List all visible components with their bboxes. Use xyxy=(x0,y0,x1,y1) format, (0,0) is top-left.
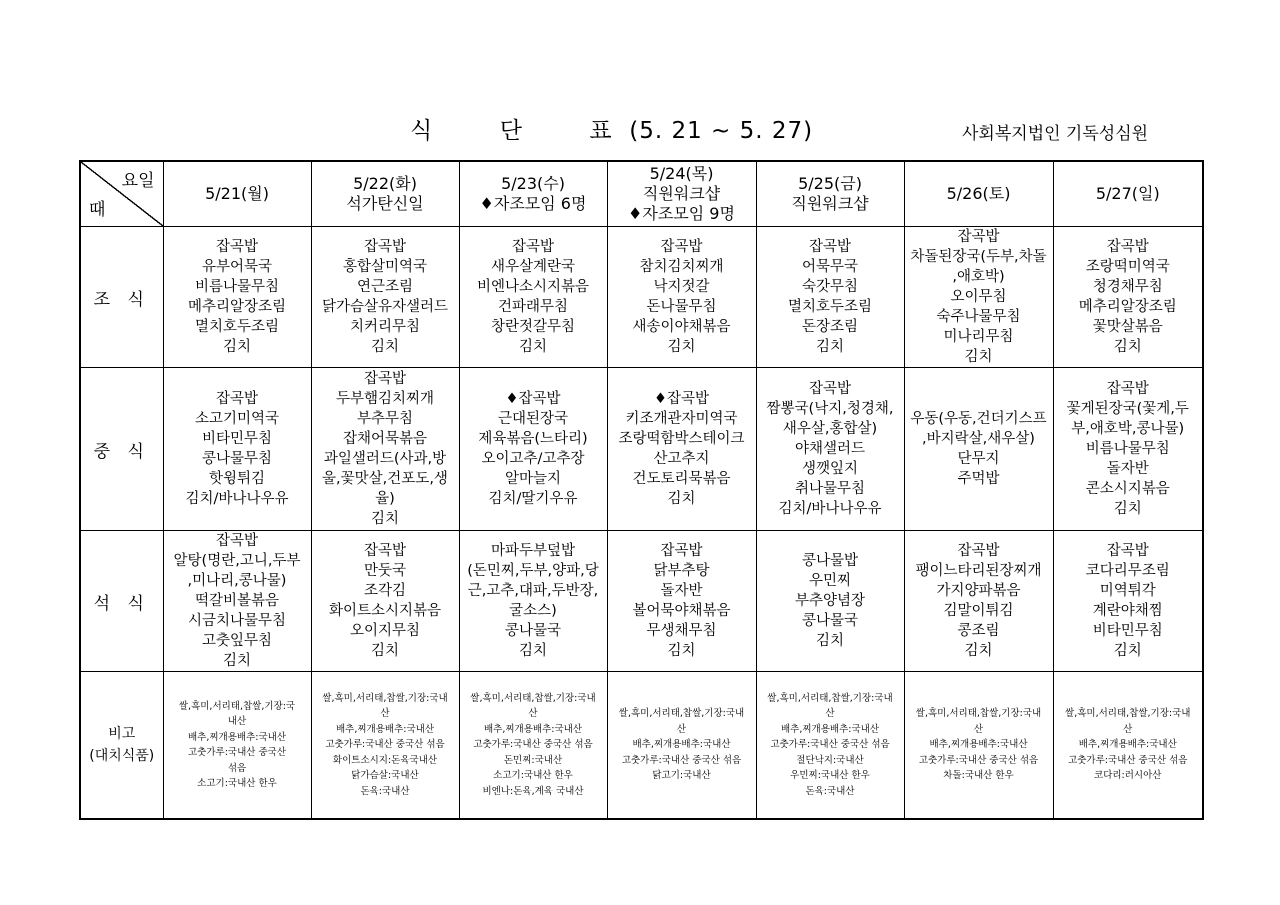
menu-cell xyxy=(1053,227,1203,368)
cell-line: 콩나물무침 xyxy=(201,451,273,467)
cell-line: 김치 xyxy=(667,339,696,355)
menu-cell xyxy=(459,368,607,531)
cell-line: 잡곡밥 xyxy=(363,371,407,387)
cell-line: 청경채무침 xyxy=(1092,279,1163,295)
cell-line: 울,꽃맛살,건포도,생 xyxy=(322,471,448,487)
cell-line: 5/26(토) xyxy=(946,184,1011,203)
cell-line: 절단낙지:국내산 xyxy=(796,754,864,766)
meal-label-breakfast: 조 식 xyxy=(80,227,163,368)
cell-line: 비엔나소시지볶음 xyxy=(476,279,590,295)
menu-cell xyxy=(163,531,311,672)
cell-line: 팽이느타리된장찌개 xyxy=(915,563,1042,579)
cell-line: 굴소스) xyxy=(509,603,557,619)
origin-note-cell xyxy=(607,672,756,820)
menu-cell xyxy=(904,368,1053,531)
cell-line: 김치 xyxy=(1113,501,1142,517)
day-header xyxy=(904,161,1053,227)
menu-cell xyxy=(311,227,459,368)
cell-line: 잡곡밥 xyxy=(215,391,259,407)
cell-line: (돈민찌,두부,양파,당 xyxy=(467,563,599,579)
cell-line: 비름나물무침 xyxy=(1085,441,1170,457)
corner-meal-label: 때 xyxy=(89,200,106,220)
cell-line: 닭부추탕 xyxy=(653,563,710,579)
cell-line: 산 xyxy=(1123,723,1133,735)
cell-line: 5/21(월) xyxy=(205,184,269,203)
cell-line: 비름나물무침 xyxy=(194,279,280,295)
cell-line: 돈장조림 xyxy=(801,319,859,335)
cell-line: 돌자반 xyxy=(1106,461,1149,477)
cell-line: 건파래무침 xyxy=(497,299,569,315)
cell-line: 쌀,흑미,서리태,찹쌀,기장:국내 xyxy=(470,692,596,704)
cell-line: 내산 xyxy=(227,716,247,727)
menu-cell xyxy=(163,227,311,368)
cell-line: 배추,찌개용배추:국내산 xyxy=(1078,739,1177,751)
cell-line: 만둣국 xyxy=(363,563,407,579)
cell-line: 오이무침 xyxy=(950,289,1007,305)
cell-line: 콩조림 xyxy=(957,623,1000,639)
cell-line: 김치/바나나우유 xyxy=(778,501,882,517)
cell-line: 쌀,흑미,서리태,찹쌀,기장:국내 xyxy=(322,692,448,704)
cell-line: 과일샐러드(사과,방 xyxy=(323,451,447,467)
cell-line: 잡곡밥 xyxy=(808,381,852,397)
cell-line: 쌀,흑미,서리태,찹쌀,기장:국내 xyxy=(767,692,893,704)
cell-line: 돈육:국내산 xyxy=(360,785,410,797)
day-header xyxy=(607,161,756,227)
cell-line: 김치 xyxy=(222,339,251,355)
cell-line: 김치/딸기우유 xyxy=(488,491,578,507)
menu-cell xyxy=(756,531,904,672)
cell-line: 차돌:국내산 한우 xyxy=(943,770,1014,782)
menu-cell xyxy=(459,227,607,368)
cell-line: 계란야채찜 xyxy=(1092,603,1163,619)
cell-line: 산 xyxy=(973,723,984,735)
cell-line: 부추양념장 xyxy=(794,593,866,609)
cell-line: 잡곡밥 xyxy=(215,533,259,549)
cell-line: 김치 xyxy=(964,349,993,365)
menu-cell xyxy=(756,368,904,531)
cell-line: 가지양파볶음 xyxy=(936,583,1021,599)
cell-line: 부추무침 xyxy=(356,411,414,427)
cell-line: 직원워크샵 xyxy=(791,194,869,213)
cell-line: 고춧가루:국내산 중국산 xyxy=(188,747,286,758)
cell-line: 주먹밥 xyxy=(957,471,1000,487)
cell-line: 김치 xyxy=(815,339,844,355)
cell-line: 숙갓무침 xyxy=(801,279,859,295)
cell-line: 잡곡밥 xyxy=(1106,543,1149,559)
cell-line: 산 xyxy=(528,708,538,720)
cell-line: 부,애호박,콩나물) xyxy=(1071,421,1185,437)
meal-label-notes xyxy=(80,672,163,820)
cell-line: ,애호박) xyxy=(952,269,1005,285)
cell-line: 배추,찌개용배추:국내산 xyxy=(632,739,731,751)
cell-line: 배추,찌개용배추:국내산 xyxy=(336,723,434,735)
cell-line: 우민찌:국내산 한우 xyxy=(790,770,870,782)
menu-cell xyxy=(1053,368,1203,531)
cell-line: 콩나물밥 xyxy=(801,553,859,569)
cell-line: 참치김치찌개 xyxy=(639,259,724,275)
cell-line: 김치 xyxy=(1113,339,1142,355)
menu-cell xyxy=(311,531,459,672)
cell-line: 무생채무침 xyxy=(646,623,717,639)
menu-cell xyxy=(459,531,607,672)
cell-line: 새우살,홍합살) xyxy=(782,421,878,437)
cell-line: 5/23(수) xyxy=(501,174,565,193)
dinner-row xyxy=(80,531,1203,672)
day-header xyxy=(163,161,311,227)
cell-line: 고춧가루:국내산 중국산 섞음 xyxy=(918,754,1039,766)
cell-line: 콘소시지볶음 xyxy=(1085,481,1170,497)
cell-line: 소고기:국내산 한우 xyxy=(197,778,277,789)
cell-line: 산 xyxy=(825,708,835,720)
cell-line: 떡갈비볼볶음 xyxy=(194,593,280,609)
cell-line: 콩나물국 xyxy=(801,613,859,629)
meal-label-lunch: 중 식 xyxy=(80,368,163,531)
cell-line: 배추,찌개용배추:국내산 xyxy=(781,723,879,735)
cell-line: 창란젓갈무침 xyxy=(490,319,576,335)
cell-line: 잡곡밥 xyxy=(660,543,703,559)
menu-cell xyxy=(1053,531,1203,672)
cell-line: 고춧가루:국내산 중국산 섞음 xyxy=(621,754,742,766)
cell-line: 어묵무국 xyxy=(801,259,859,275)
cell-line: 연근조림 xyxy=(356,279,414,295)
cell-line: 화이트소시지:돈육국내산 xyxy=(332,754,438,766)
cell-line: 짬뽕국(낙지,청경채, xyxy=(766,401,894,417)
cell-line: 쌀,흑미,서리태,찹쌀,기장:국내 xyxy=(618,708,745,720)
cell-line: 김치 xyxy=(370,643,399,659)
cell-line: 볼어묵야채볶음 xyxy=(632,603,731,619)
cell-line: 소고기:국내산 한우 xyxy=(493,770,573,782)
cell-line: 시금치나물무침 xyxy=(187,613,287,629)
cell-line: 산 xyxy=(380,708,390,720)
cell-line: 잡곡밥 xyxy=(511,239,555,255)
cell-line: 김치/바나나우유 xyxy=(185,491,289,507)
lunch-row xyxy=(80,368,1203,531)
cell-line: 마파두부덮밥 xyxy=(490,543,576,559)
cell-line: 쌀,흑미,서리태,찹쌀,기장:국내 xyxy=(915,708,1042,720)
cell-line: 꽃게된장국(꽃게,두 xyxy=(1066,401,1189,417)
cell-line: 우동(우동,건더기스프 xyxy=(910,411,1047,427)
cell-line: 취나물무침 xyxy=(794,481,866,497)
cell-line: 5/22(화) xyxy=(353,174,417,193)
cell-line: 잡곡밥 xyxy=(363,239,407,255)
origin-note-cell xyxy=(459,672,607,820)
cell-line: 메추리알장조림 xyxy=(187,299,287,315)
cell-line: 미나리무침 xyxy=(943,329,1014,345)
cell-line: 새우살계란국 xyxy=(490,259,576,275)
cell-line: (대치식품) xyxy=(89,748,155,764)
menu-cell xyxy=(904,227,1053,368)
cell-line: 알탕(명란,고니,두부 xyxy=(173,553,301,569)
page-title: 식 단 표 (5. 21 ~ 5. 27) xyxy=(410,118,814,144)
cell-line: 치커리무침 xyxy=(349,319,421,335)
cell-line: 단무지 xyxy=(957,451,1000,467)
cell-line: 잡곡밥 xyxy=(957,229,1000,245)
day-header xyxy=(311,161,459,227)
cell-line: 조랑떡미역국 xyxy=(1085,259,1170,275)
cell-line: 김치 xyxy=(370,511,399,527)
cell-line: 고춧가루:국내산 중국산 섞음 xyxy=(1068,754,1188,766)
cell-line: ,미나리,콩나물) xyxy=(187,573,287,589)
cell-line: 오이고추/고추장 xyxy=(481,451,585,467)
cell-line: 소고기미역국 xyxy=(194,411,280,427)
corner-cell xyxy=(80,161,163,227)
cell-line: 김치 xyxy=(518,339,547,355)
breakfast-row xyxy=(80,227,1203,368)
cell-line: 야채샐러드 xyxy=(794,441,866,457)
cell-line: 석가탄신일 xyxy=(346,194,424,213)
menu-cell xyxy=(607,368,756,531)
menu-cell xyxy=(904,531,1053,672)
cell-line: 잡곡밥 xyxy=(1106,239,1149,255)
cell-line: 배추,찌개용배추:국내산 xyxy=(484,723,582,735)
cell-line: 닭가슴살:국내산 xyxy=(351,770,419,782)
cell-line: 차돌된장국(두부,차돌 xyxy=(910,249,1047,265)
cell-line: 조랑떡함박스테이크 xyxy=(618,431,745,447)
origin-note-cell xyxy=(311,672,459,820)
cell-line: 돈나물무침 xyxy=(646,299,717,315)
origin-note-cell xyxy=(904,672,1053,820)
cell-line: 김치 xyxy=(964,643,993,659)
menu-cell xyxy=(163,368,311,531)
menu-cell xyxy=(607,531,756,672)
cell-line: 코다리무조림 xyxy=(1085,563,1170,579)
cell-line: 미역튀각 xyxy=(1099,583,1156,599)
cell-line: ,바지락살,새우살) xyxy=(922,431,1035,447)
cell-line: 비타민무침 xyxy=(1092,623,1163,639)
cell-line: 김치 xyxy=(667,491,696,507)
cell-line: 조각김 xyxy=(363,583,407,599)
origin-note-cell xyxy=(1053,672,1203,820)
cell-line: 키조개관자미역국 xyxy=(625,411,738,427)
cell-line: 건도토리묵볶음 xyxy=(632,471,731,487)
menu-cell xyxy=(756,227,904,368)
cell-line: 김치 xyxy=(815,633,844,649)
notes-row xyxy=(80,672,1203,820)
origin-note-cell xyxy=(163,672,311,820)
cell-line: 알마늘지 xyxy=(504,471,562,487)
cell-line: 고춧가루:국내산 중국산 섞음 xyxy=(473,739,593,751)
cell-line: 쌀,흑미,서리태,찹쌀,기장:국 xyxy=(178,700,296,712)
cell-line: 핫윙튀김 xyxy=(208,471,266,487)
cell-line: 새송이야채볶음 xyxy=(632,319,731,335)
cell-line: 율) xyxy=(375,491,395,507)
header-row xyxy=(80,161,1203,227)
cell-line: 돈육:국내산 xyxy=(805,785,855,797)
cell-line: 김치 xyxy=(518,643,547,659)
day-header xyxy=(459,161,607,227)
cell-line: 유부어묵국 xyxy=(201,259,273,275)
cell-line: 김치 xyxy=(222,653,251,669)
menu-cell xyxy=(311,368,459,531)
cell-line: ♦잡곡밥 xyxy=(653,391,710,407)
cell-line: 제육볶음(느타리) xyxy=(478,431,588,447)
cell-line: 숙주나물무침 xyxy=(936,309,1021,325)
cell-line: 오이지무침 xyxy=(349,623,421,639)
origin-note-cell xyxy=(756,672,904,820)
cell-line: 산 xyxy=(676,723,687,735)
cell-line: 잡곡밥 xyxy=(957,543,1000,559)
cell-line: 잡곡밥 xyxy=(1106,381,1149,397)
cell-line: 홍합살미역국 xyxy=(342,259,428,275)
cell-line: 5/27(일) xyxy=(1095,184,1160,203)
cell-line: 김말이튀김 xyxy=(943,603,1014,619)
cell-line: 근,고추,대파,두반장, xyxy=(467,583,599,599)
cell-line: 김치 xyxy=(667,643,696,659)
cell-line: 잡채어묵볶음 xyxy=(342,431,428,447)
cell-line: 고춧잎무침 xyxy=(201,633,273,649)
cell-line: 두부햄김치찌개 xyxy=(335,391,435,407)
cell-line: ♦자조모임 9명 xyxy=(628,204,735,223)
cell-line: 돈민찌:국내산 xyxy=(503,754,563,766)
day-header xyxy=(756,161,904,227)
cell-line: 쌀,흑미,서리태,찹쌀,기장:국내 xyxy=(1065,708,1191,720)
cell-line: 콩나물국 xyxy=(504,623,562,639)
corner-day-label: 요일 xyxy=(121,171,155,191)
cell-line: 섞음 xyxy=(227,762,247,774)
cell-line: 비고 xyxy=(108,726,136,742)
cell-line: 잡곡밥 xyxy=(660,239,703,255)
cell-line: 생깻잎지 xyxy=(801,461,859,477)
menu-cell xyxy=(607,227,756,368)
cell-line: 5/25(금) xyxy=(798,174,862,193)
cell-line: 닭고기:국내산 xyxy=(652,770,711,782)
cell-line: 화이트소시지볶음 xyxy=(328,603,442,619)
meal-label-dinner: 석 식 xyxy=(80,531,163,672)
cell-line: 낙지젓갈 xyxy=(653,279,710,295)
cell-line: 산고추지 xyxy=(653,451,710,467)
cell-line: 직원워크샵 xyxy=(642,184,721,203)
cell-line: 우민찌 xyxy=(808,573,852,589)
cell-line: 돌자반 xyxy=(660,583,703,599)
cell-line: 멸치호두조림 xyxy=(194,319,280,335)
cell-line: 잡곡밥 xyxy=(215,239,259,255)
cell-line: 근대된장국 xyxy=(497,411,569,427)
cell-line: 멸치호두조림 xyxy=(787,299,873,315)
cell-line: 배추,찌개용배추:국내산 xyxy=(929,739,1028,751)
cell-line: 닭가슴살유자샐러드 xyxy=(321,299,449,315)
organization-name: 사회복지법인 기독성심원 xyxy=(962,124,1149,144)
meal-table xyxy=(79,160,1204,820)
cell-line: 코다리:러시아산 xyxy=(1094,770,1162,782)
cell-line: 잡곡밥 xyxy=(363,543,407,559)
cell-line: ♦자조모임 6명 xyxy=(479,194,587,213)
cell-line: 5/24(목) xyxy=(649,164,714,183)
cell-line: 고춧가루:국내산 중국산 섞음 xyxy=(770,739,890,751)
cell-line: 꽃맛살볶음 xyxy=(1092,319,1163,335)
cell-line: 메추리알장조림 xyxy=(1078,299,1177,315)
cell-line: 잡곡밥 xyxy=(808,239,852,255)
cell-line: 배추,찌개용배추:국내산 xyxy=(188,731,286,743)
cell-line: 고춧가루:국내산 중국산 섞음 xyxy=(325,739,445,751)
day-header xyxy=(1053,161,1203,227)
cell-line: 김치 xyxy=(370,339,399,355)
cell-line: ♦잡곡밥 xyxy=(505,391,561,407)
cell-line: 비엔나:돈육,계육 국내산 xyxy=(482,785,584,797)
cell-line: 김치 xyxy=(1113,643,1142,659)
cell-line: 비타민무침 xyxy=(201,431,273,447)
